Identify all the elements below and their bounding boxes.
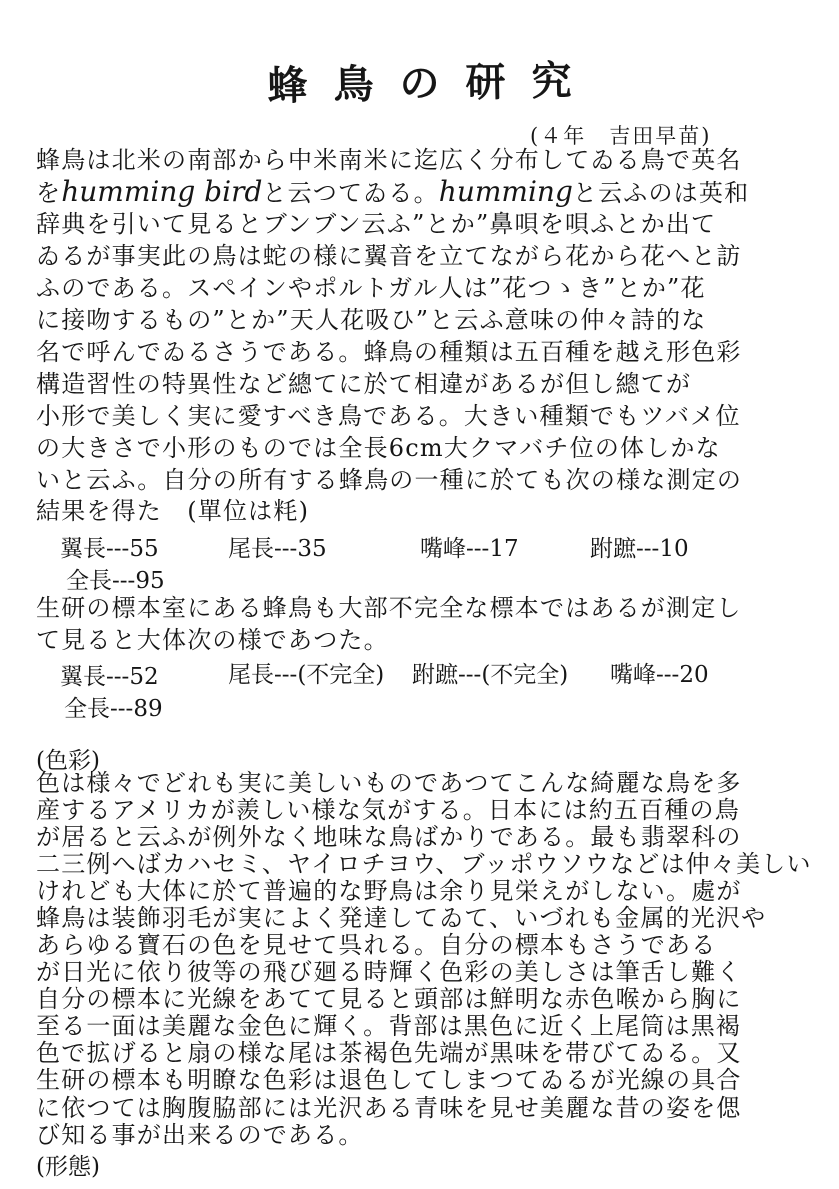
intro-line-10: の大きさで小形のものでは全長6cm大クマバチ位の体しかな [36, 434, 721, 462]
color-line-12: 生研の標本も明瞭な色彩は退色してしまつてゐるが光線の具合 [36, 1066, 742, 1095]
author-line: (４年 吉田早苗) [530, 124, 712, 148]
intro-line-3: 辞典を引いて見るとブンブン云ふ”とか”鼻唄を唄ふとか出て [36, 210, 717, 238]
intro-line-9: 小形で美しく実に愛すべき鳥である。大きい種類でもツバメ位 [36, 402, 741, 430]
intro-line-2-part: と云ふのは英和 [572, 179, 750, 207]
color-line-13: に依つては胸腹脇部には光沢ある青味を見せ美麗な昔の姿を偲 [36, 1093, 742, 1122]
color-line-1: 色は様々でどれも実に美しいものであつてこんな綺麗な鳥を多 [36, 768, 742, 797]
color-line-10: 至る一面は美麗な金色に輝く。背部は黒色に近く上尾筒は黒褐 [36, 1012, 742, 1041]
intro-line-2 [36, 175, 750, 208]
english-term: humming bird [61, 175, 263, 208]
measure1-bill: 嘴峰---17 [420, 536, 519, 562]
color-line-9: 自分の標本に光線をあてて見ると頭部は鮮明な赤色喉から胸に [36, 985, 742, 1014]
measure2-bill: 嘴峰---20 [610, 662, 709, 688]
color-section-heading: (色彩) [36, 747, 100, 774]
color-line-4: 二三例へばカハセミ、ヤイロチヨウ、ブッポウソウなどは仲々美しい [36, 849, 812, 878]
intro-line-6: に接吻するもの”とか”天人花吸ひ”と云ふ意味の仲々詩的な [36, 306, 707, 334]
measure1-tarsus: 跗蹠---10 [590, 536, 689, 562]
intro-line-4: ゐるが事実此の鳥は蛇の様に翼音を立てながら花から花へと訪 [36, 242, 742, 270]
measure1-total: 全長---95 [66, 568, 165, 594]
color-line-3: が居ると云ふが例外なく地味な鳥ばかりである。最も翡翠科の [36, 822, 742, 851]
color-line-8: が日光に依り彼等の飛び廻る時輝く色彩の美しさは筆舌し難く [36, 958, 742, 987]
page-title: 蜂鳥の研究 [267, 56, 598, 110]
measure2-wing: 翼長---52 [60, 664, 159, 690]
color-line-6: 蜂鳥は装飾羽毛が実によく発達してゐて、いづれも金属的光沢や [36, 904, 767, 933]
intro-line-2-text [36, 175, 750, 208]
intro-line-2-part: を [36, 179, 62, 207]
color-line-2: 産するアメリカが羨しい様な気がする。日本には約五百種の鳥 [36, 795, 740, 824]
color-line-7: あらゆる寶石の色を見せて呉れる。自分の標本もさうである [36, 931, 717, 960]
measure2-total: 全長---89 [64, 696, 163, 722]
measure2-tail: 尾長---(不完全) [228, 662, 385, 688]
intro-line-5: ふのである。スペインやポルトガル人は”花つゝき”とか”花 [36, 274, 706, 302]
english-term: humming [438, 175, 573, 208]
intro-line-12: 結果を得た (單位は粍) [36, 497, 310, 525]
measure1-wing: 翼長---55 [60, 536, 159, 562]
color-line-5: けれども大体に於て普遍的な野鳥は余り見栄えがしない。處が [36, 877, 742, 905]
middle-line-1: 生研の標本室にある蜂鳥も大部不完全な標本ではあるが測定し [36, 594, 742, 622]
intro-line-7: 名で呼んでゐるさうである。蜂鳥の種類は五百種を越え形色彩 [36, 338, 742, 366]
measure1-tail: 尾長---35 [228, 536, 327, 562]
intro-line-1: 蜂鳥は北米の南部から中米南米に迄広く分布してゐる鳥で英名 [36, 146, 742, 174]
intro-line-2-part: と云つてゐる。 [262, 179, 439, 207]
color-line-14: び知る事が出来るのである。 [36, 1120, 364, 1149]
middle-line-2: て見ると大体次の様であつた。 [36, 626, 389, 654]
measure2-tarsus: 跗蹠---(不完全) [412, 662, 569, 688]
intro-line-8: 構造習性の特異性など總てに於て相違があるが但し總てが [36, 370, 692, 398]
intro-line-11: いと云ふ。自分の所有する蜂鳥の一種に於ても次の様な測定の [36, 466, 743, 494]
form-section-heading: (形態) [36, 1153, 100, 1180]
color-line-11: 色で拡げると扇の様な尾は茶褐色先端が黒味を帯びてゐる。又 [36, 1039, 742, 1068]
